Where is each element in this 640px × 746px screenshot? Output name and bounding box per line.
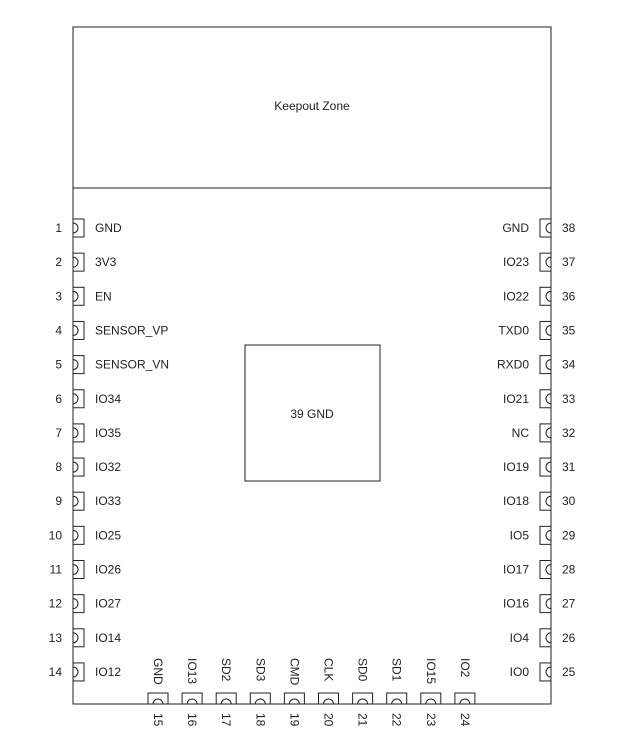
pin-pad-arc bbox=[73, 257, 78, 267]
pin-33 bbox=[503, 390, 576, 408]
pin-17 bbox=[216, 658, 236, 727]
pin-pad-arc bbox=[546, 223, 551, 233]
pin-pad-arc bbox=[73, 428, 78, 438]
pin-number: 21 bbox=[355, 713, 370, 727]
left-pin-column bbox=[49, 219, 169, 681]
pin-22 bbox=[387, 658, 407, 727]
pin-pad bbox=[353, 693, 373, 704]
pin-3 bbox=[55, 287, 111, 305]
pin-pad bbox=[216, 693, 236, 704]
pin-name: IO14 bbox=[95, 630, 122, 645]
pin-name: SD3 bbox=[253, 658, 268, 682]
pin-15 bbox=[148, 658, 168, 727]
pin-name: IO35 bbox=[95, 425, 122, 440]
pin-name: IO12 bbox=[95, 664, 122, 679]
pin-pad-arc bbox=[153, 699, 163, 704]
pin-24 bbox=[455, 658, 475, 727]
pin-pad-arc bbox=[460, 699, 470, 704]
pin-number: 9 bbox=[55, 494, 62, 509]
pin-12 bbox=[49, 595, 122, 613]
pin-name: IO13 bbox=[185, 658, 200, 685]
pin-number: 38 bbox=[562, 221, 576, 235]
pin-pad-arc bbox=[221, 699, 231, 704]
pin-38 bbox=[502, 219, 575, 237]
pin-number: 29 bbox=[562, 528, 576, 543]
pin-number: 24 bbox=[457, 713, 472, 727]
pin-name: IO21 bbox=[502, 391, 529, 406]
pin-number: 4 bbox=[55, 323, 62, 338]
pin-name: IO17 bbox=[502, 562, 529, 577]
pin-36 bbox=[503, 287, 576, 305]
pin-pad-arc bbox=[73, 565, 78, 575]
pin-number: 19 bbox=[287, 713, 302, 727]
pin-pad-arc bbox=[73, 667, 78, 677]
pin-pad-arc bbox=[73, 633, 78, 643]
pin-20 bbox=[319, 658, 339, 727]
pin-pad-arc bbox=[546, 394, 551, 404]
pin-number: 30 bbox=[562, 494, 576, 509]
pin-number: 20 bbox=[321, 713, 336, 727]
center-pad-label: 39 GND bbox=[290, 407, 334, 421]
pin-pad-arc bbox=[73, 496, 78, 506]
pin-pad-arc bbox=[358, 699, 368, 704]
pin-name: RXD0 bbox=[496, 357, 529, 372]
pin-pad-arc bbox=[73, 394, 78, 404]
pin-name: IO5 bbox=[509, 528, 529, 543]
pin-pad-arc bbox=[73, 291, 78, 301]
pin-pad-arc bbox=[73, 530, 78, 540]
pin-32 bbox=[512, 424, 576, 442]
pin-name: IO4 bbox=[509, 630, 529, 645]
pin-name: IO25 bbox=[95, 528, 122, 543]
pin-pad-arc bbox=[324, 699, 334, 704]
pin-1 bbox=[55, 219, 122, 237]
pin-name: IO34 bbox=[95, 391, 122, 406]
pin-pad-arc bbox=[546, 291, 551, 301]
pin-name: EN bbox=[95, 289, 112, 304]
pin-pad-arc bbox=[546, 462, 551, 472]
pin-number: 26 bbox=[562, 630, 576, 645]
pin-5 bbox=[55, 356, 169, 374]
pin-number: 3 bbox=[55, 289, 62, 304]
pin-31 bbox=[503, 458, 576, 476]
pin-number: 14 bbox=[48, 664, 62, 679]
pin-name: CMD bbox=[287, 658, 302, 686]
bottom-pin-row bbox=[148, 658, 475, 727]
pin-pad-arc bbox=[546, 360, 551, 370]
pin-pad bbox=[455, 693, 475, 704]
pin-name: SD2 bbox=[219, 658, 234, 682]
pin-pad-arc bbox=[546, 565, 551, 575]
pin-name: SD1 bbox=[389, 658, 404, 682]
pin-number: 10 bbox=[48, 528, 62, 543]
pin-name: NC bbox=[511, 425, 529, 440]
pin-4 bbox=[55, 321, 168, 339]
pin-pad-arc bbox=[73, 325, 78, 335]
pin-pad-arc bbox=[392, 699, 402, 704]
pin-pad-arc bbox=[546, 667, 551, 677]
pin-number: 23 bbox=[423, 713, 438, 727]
pin-pad-arc bbox=[73, 599, 78, 609]
pin-37 bbox=[503, 253, 576, 271]
pin-name: IO0 bbox=[509, 664, 529, 679]
keepout-zone-label: Keepout Zone bbox=[274, 99, 350, 113]
pin-number: 33 bbox=[562, 391, 576, 406]
pin-7 bbox=[55, 424, 121, 442]
pin-number: 18 bbox=[253, 713, 268, 727]
pin-name: IO19 bbox=[502, 460, 529, 475]
pin-number: 37 bbox=[562, 255, 576, 270]
pin-pad-arc bbox=[546, 325, 551, 335]
pin-number: 2 bbox=[55, 255, 62, 270]
pin-14 bbox=[49, 663, 122, 681]
pin-pad-arc bbox=[73, 360, 78, 370]
pin-name: IO26 bbox=[95, 562, 122, 577]
pin-number: 36 bbox=[562, 289, 576, 304]
pin-number: 15 bbox=[151, 713, 165, 727]
pin-name: IO2 bbox=[457, 658, 472, 678]
pin-number: 16 bbox=[185, 713, 200, 727]
pin-number: 28 bbox=[562, 562, 576, 577]
pin-pad bbox=[319, 693, 339, 704]
pin-2 bbox=[55, 253, 116, 271]
pin-16 bbox=[182, 658, 202, 727]
pin-number: 13 bbox=[48, 630, 62, 645]
pin-29 bbox=[510, 526, 576, 544]
pin-11 bbox=[50, 561, 122, 579]
pin-19 bbox=[284, 658, 304, 727]
pin-27 bbox=[503, 595, 576, 613]
pin-pad-arc bbox=[255, 699, 265, 704]
pin-name: 3V3 bbox=[95, 255, 117, 270]
pin-name: TXD0 bbox=[498, 323, 529, 338]
pin-name: SD0 bbox=[355, 658, 370, 682]
pin-name: IO18 bbox=[502, 494, 529, 509]
pin-pad-arc bbox=[546, 633, 551, 643]
pin-pad-arc bbox=[546, 257, 551, 267]
pin-26 bbox=[510, 629, 576, 647]
pin-9 bbox=[55, 492, 121, 510]
pin-28 bbox=[503, 561, 576, 579]
pin-34 bbox=[497, 356, 576, 374]
pin-number: 27 bbox=[562, 596, 576, 611]
pin-number: 34 bbox=[562, 357, 576, 372]
pin-pad-arc bbox=[73, 223, 78, 233]
pin-21 bbox=[353, 658, 373, 727]
pin-name: IO22 bbox=[502, 289, 529, 304]
pin-name: IO23 bbox=[502, 255, 529, 270]
pin-name: GND bbox=[95, 221, 122, 235]
pin-name: GND bbox=[151, 658, 165, 685]
pin-pad-arc bbox=[546, 599, 551, 609]
pin-name: GND bbox=[502, 221, 529, 235]
pin-pad-arc bbox=[546, 428, 551, 438]
pin-18 bbox=[250, 658, 270, 727]
pin-number: 7 bbox=[55, 425, 62, 440]
pin-10 bbox=[49, 526, 122, 544]
right-pin-column bbox=[497, 219, 576, 681]
pin-number: 35 bbox=[562, 323, 576, 338]
pin-number: 17 bbox=[219, 713, 234, 727]
pin-number: 11 bbox=[49, 562, 62, 577]
pin-13 bbox=[49, 629, 122, 647]
pin-number: 8 bbox=[55, 460, 62, 475]
pin-name: IO15 bbox=[423, 658, 438, 685]
pin-number: 22 bbox=[389, 713, 404, 727]
pin-pad-arc bbox=[289, 699, 299, 704]
pin-pad bbox=[250, 693, 270, 704]
pin-pad-arc bbox=[73, 462, 78, 472]
pin-number: 31 bbox=[562, 460, 576, 475]
pin-pad-arc bbox=[187, 699, 197, 704]
pin-number: 32 bbox=[562, 425, 576, 440]
pin-name: IO27 bbox=[95, 596, 122, 611]
pin-name: IO32 bbox=[95, 460, 122, 475]
pin-pad-arc bbox=[546, 496, 551, 506]
pin-pad-arc bbox=[546, 530, 551, 540]
pin-name: CLK bbox=[321, 658, 336, 682]
pin-6 bbox=[55, 390, 121, 408]
pin-pad-arc bbox=[426, 699, 436, 704]
pin-25 bbox=[510, 663, 576, 681]
pin-number: 5 bbox=[55, 357, 62, 372]
pin-number: 6 bbox=[55, 391, 62, 406]
pin-number: 25 bbox=[562, 664, 576, 679]
pin-35 bbox=[498, 321, 575, 339]
pin-name: SENSOR_VN bbox=[95, 357, 170, 372]
pin-30 bbox=[503, 492, 576, 510]
pin-name: IO16 bbox=[502, 596, 529, 611]
pin-name: SENSOR_VP bbox=[95, 323, 169, 338]
pin-number: 12 bbox=[48, 596, 62, 611]
pin-8 bbox=[55, 458, 121, 476]
pin-23 bbox=[421, 658, 441, 727]
pin-number: 1 bbox=[55, 221, 62, 235]
pin-name: IO33 bbox=[95, 494, 122, 509]
